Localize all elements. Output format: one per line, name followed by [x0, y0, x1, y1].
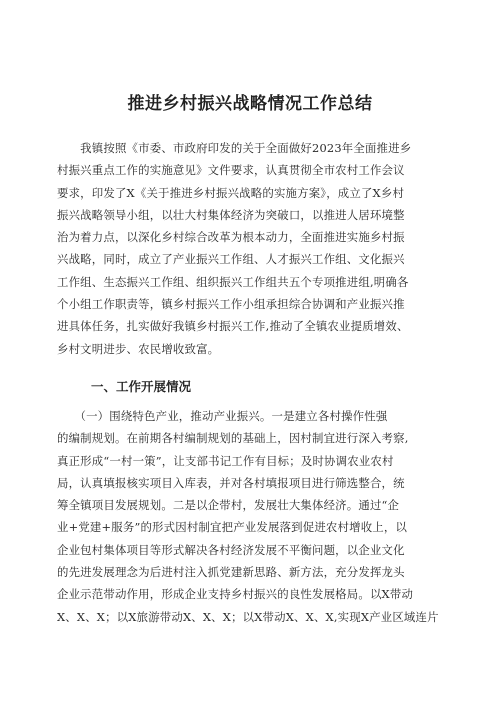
- text-line: 企业示范带动作用，形成企业支持乡村振兴的良性发展格局。以X带动: [57, 587, 414, 602]
- text-line: 村振兴重点工作的实施意见》文件要求，认真贯彻全市农村工作会议: [57, 163, 405, 178]
- text-line: X、X、X；以X旅游带动X、X、X；以X带动X、X、X,实现X产业区域连片: [57, 609, 439, 624]
- text-line: 工作组、生态振兴工作组、组织振兴工作组共五个专项推进组,明确各: [57, 274, 409, 289]
- text-line: 个小组工作职责等，镇乡村振兴工作小组承担综合协调和产业振兴推: [57, 297, 405, 312]
- document-title: 推进乡村振兴战略情况工作总结: [127, 94, 373, 114]
- text-line: 进具体任务，扎实做好我镇乡村振兴工作,推动了全镇农业提质增效、: [57, 319, 409, 334]
- text-line: 的编制规划。在前期各村编制规划的基础上，因村制宜进行深入考察,: [57, 431, 409, 446]
- text-line: 业+党建+服务”的形式因村制宜把产业发展落到促进农村增收上，以: [57, 520, 408, 535]
- text-line: （一）围绕特色产业，推动产业振兴。一是建立各村操作性强: [57, 409, 388, 423]
- text-line: 振兴战略领导小组，以壮大村集体经济为突破口，以推进人居环境整: [57, 207, 405, 222]
- text-line: 兴战略，同时，成立了产业振兴工作组、人才振兴工作组、文化振兴: [57, 252, 405, 267]
- section-heading: 一、工作开展情况: [91, 379, 192, 394]
- text-line: 局，认真填报核实项目入库表，并对各村填报项目进行筛选整合，统: [57, 475, 405, 490]
- text-line: 筹全镇项目发展规划。二是以企带村，发展壮大集体经济。通过“企: [57, 498, 400, 513]
- text-line: 我镇按照《市委、市政府印发的关于全面做好2023年全面推进乡: [57, 141, 412, 155]
- text-line: 真正形成“一村一策”，让支部书记工作有目标；及时协调农业农村: [57, 453, 394, 468]
- text-line: 要求，印发了X《关于推进乡村振兴战略的实施方案》，成立了X乡村: [57, 185, 405, 200]
- intro-paragraph: [57, 137, 443, 360]
- section1-paragraph: [57, 405, 443, 628]
- text-line: 治为着力点，以深化乡村综合改革为根本动力，全面推进实施乡村振: [57, 230, 405, 245]
- text-line: 乡村文明进步、农民增收致富。: [57, 341, 220, 356]
- text-line: 的先进发展理念为后进村注入抓党建新思路、新方法，充分发挥龙头: [57, 565, 405, 580]
- text-line: 企业包村集体项目等形式解决各村经济发展不平衡问题，以企业文化: [57, 542, 405, 557]
